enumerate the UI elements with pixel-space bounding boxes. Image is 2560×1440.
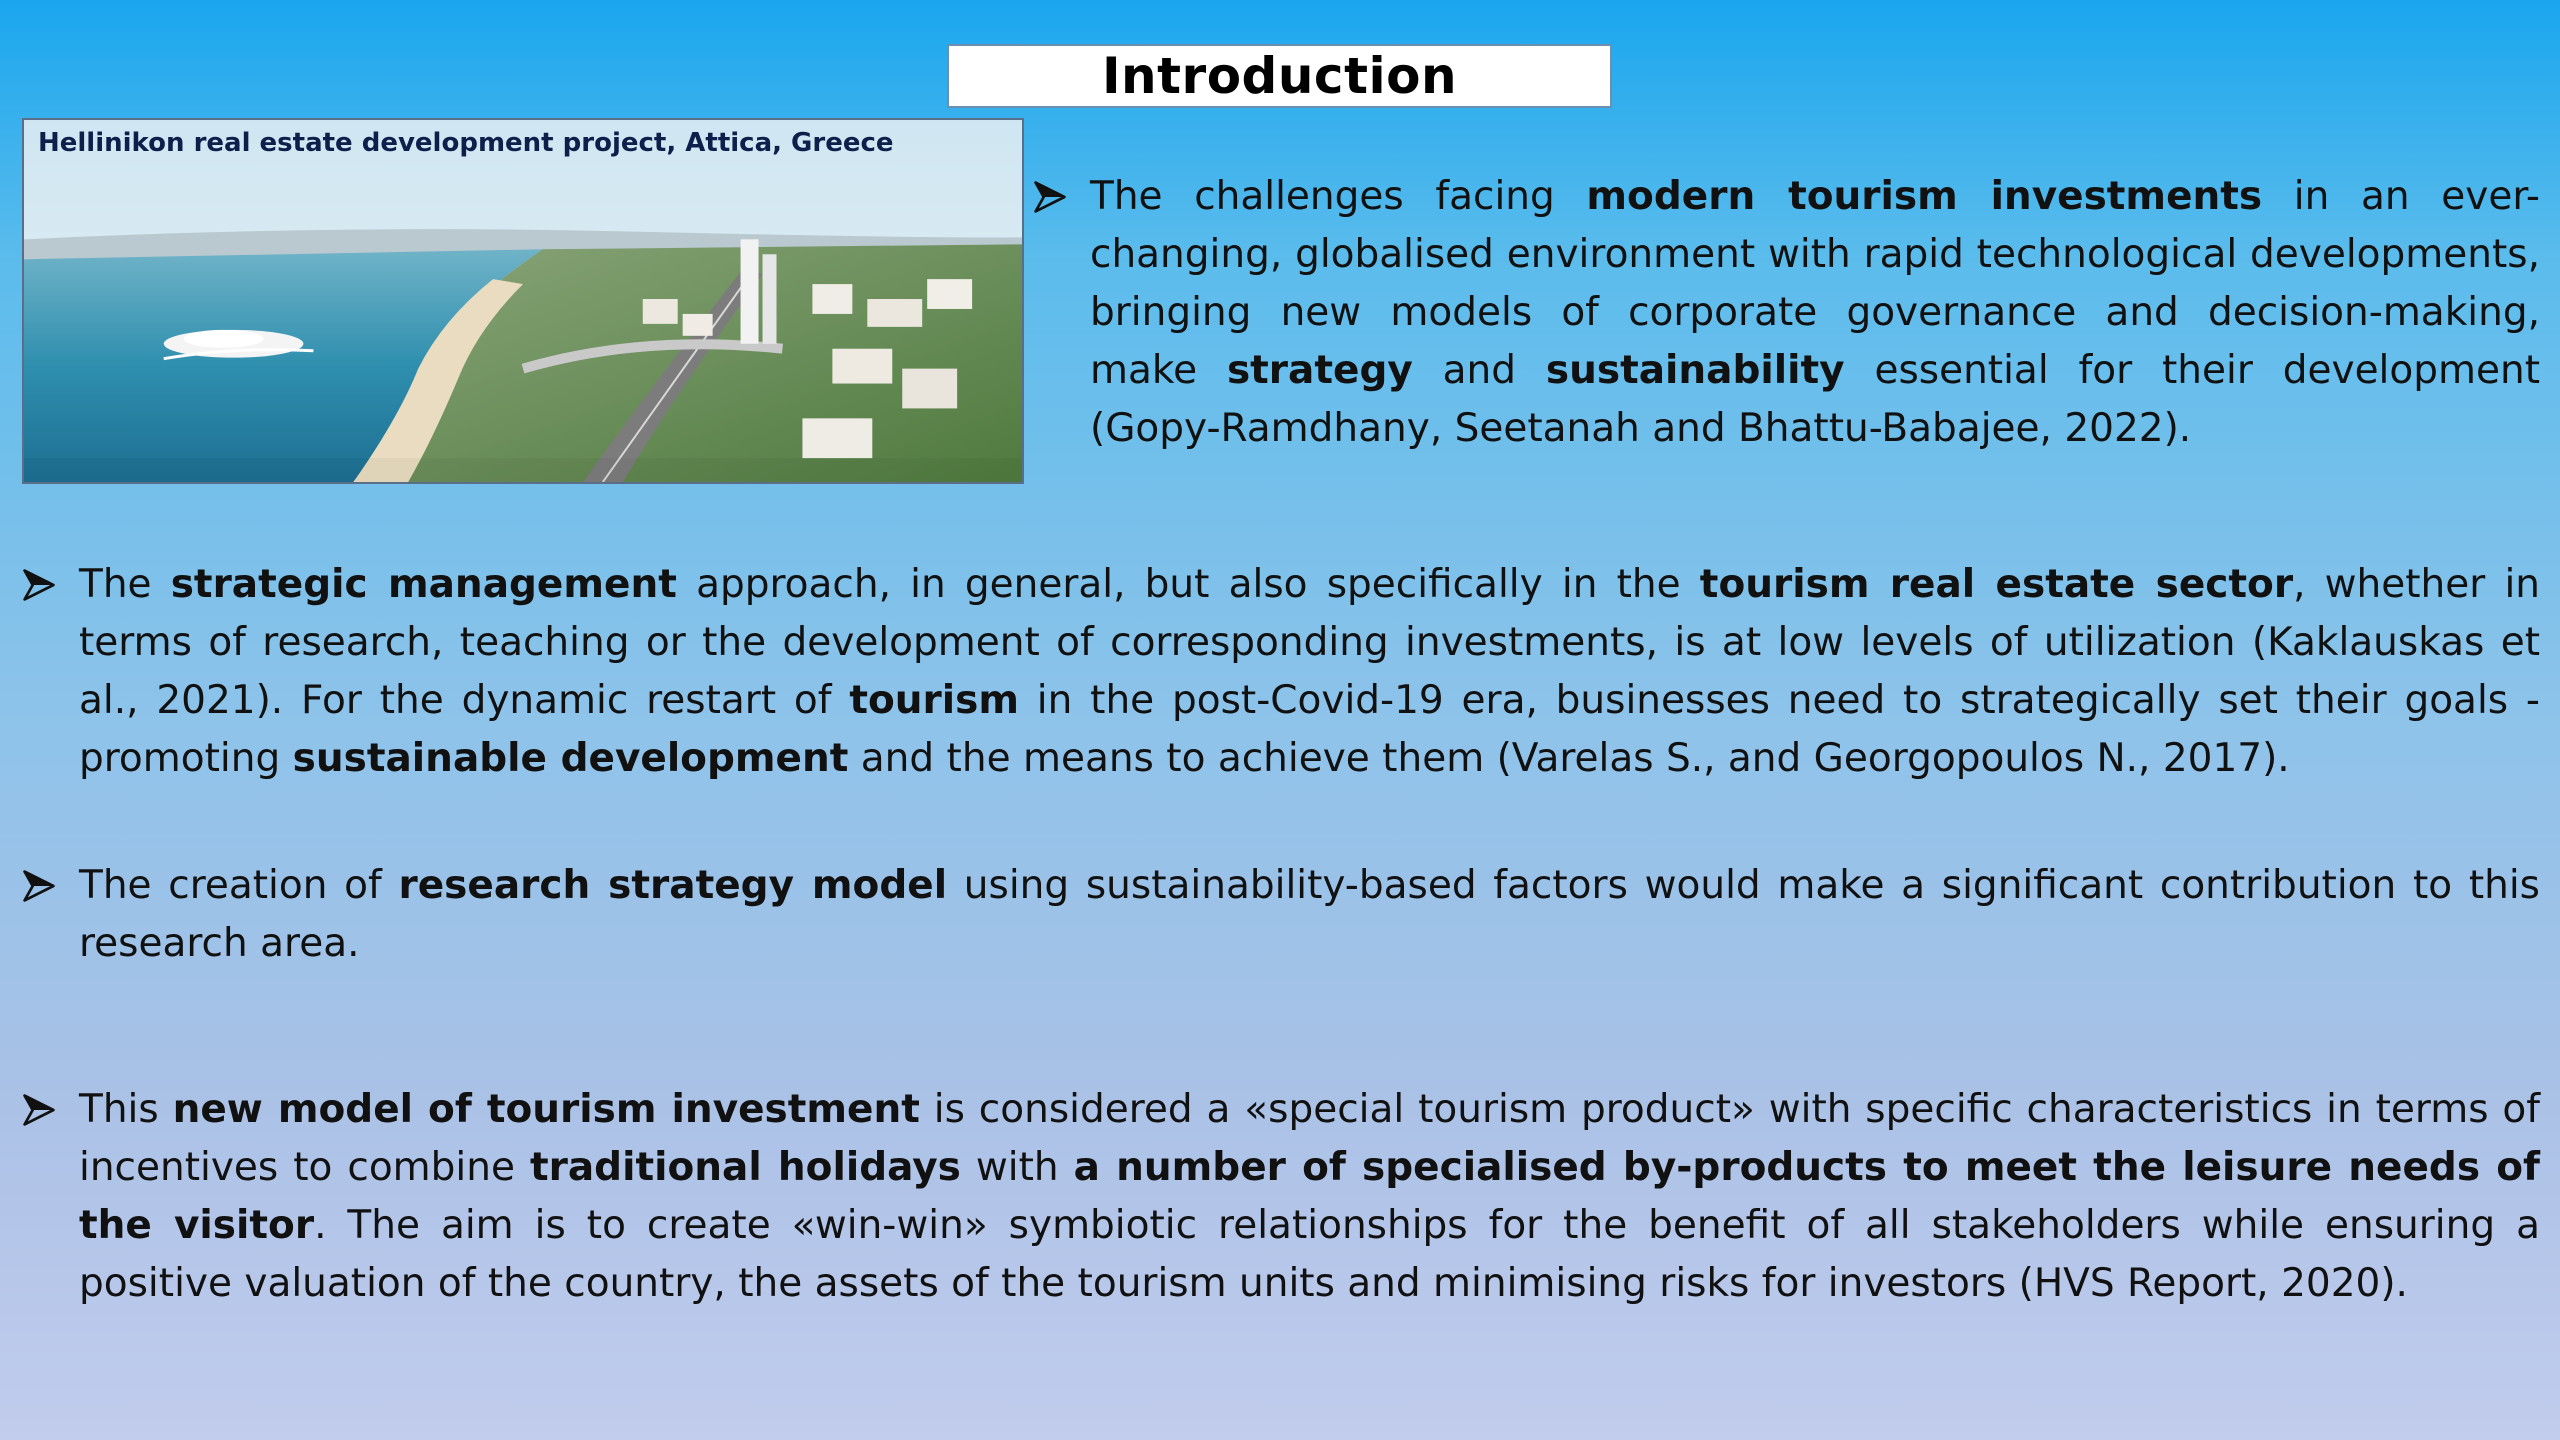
arrowhead-bullet-icon	[1032, 168, 1072, 226]
bullet-text	[79, 863, 2540, 966]
arrowhead-bullet-icon	[21, 857, 61, 915]
bold-text-segment: modern tourism investments	[1586, 174, 2263, 219]
bold-text-segment: tourism real estate sector	[1699, 562, 2294, 607]
text-segment: and the means to achieve them (Varelas S., and Georgopoulos N., 2017).	[848, 736, 2290, 781]
bold-text-segment: strategic management	[170, 562, 677, 607]
text-segment: , whether in terms of research, teaching or the development of corresponding investments, is at low levels of utilization (Kaklauskas et al., 2021). For the dynamic restart of	[79, 562, 2541, 723]
arrowhead-bullet-icon	[21, 1081, 61, 1139]
bullet-text	[1090, 174, 2540, 451]
bold-text-segment: research strategy model	[398, 863, 948, 908]
bold-text-segment: a number of specialised by-products to meet the leisure needs of the visitor	[79, 1145, 2540, 1248]
project-photo	[22, 118, 1024, 484]
text-segment: and	[1412, 348, 1546, 393]
photo-caption: Hellinikon real estate development project, Attica, Greece	[38, 128, 894, 158]
bold-text-segment: sustainability	[1545, 348, 1845, 393]
text-segment: essential for their development (Gopy-Ramdhany, Seetanah and Bhattu-Babajee, 2022).	[1090, 348, 2541, 451]
arrowhead-bullet-icon	[21, 556, 61, 614]
bullet-point-1	[1090, 168, 2540, 458]
text-segment: in the post-Covid-19 era, businesses need to strategically set their goals - promoting	[79, 678, 2540, 781]
bold-text-segment: strategy	[1226, 348, 1413, 393]
bold-text-segment: traditional holidays	[529, 1145, 961, 1190]
text-segment: using sustainability-based factors would make a significant contribution to this research area.	[79, 863, 2540, 966]
bullet-point-4	[79, 1081, 2540, 1313]
text-segment: approach, in general, but also specifically in the	[676, 562, 1700, 607]
bullet-text	[79, 1087, 2540, 1306]
bold-text-segment: sustainable development	[292, 736, 849, 781]
text-segment: The challenges facing	[1090, 174, 1587, 219]
text-segment: with	[960, 1145, 1074, 1190]
text-segment: The creation of	[79, 863, 399, 908]
text-segment: This	[79, 1087, 173, 1132]
text-segment: . The aim is to create «win-win» symbiotic relationships for the benefit of all stakeholders while ensuring a positive valuation of the country, the assets of the tourism units and minimising risks for investors (HVS Report, 2020).	[79, 1203, 2540, 1306]
text-segment: is considered a «special tourism product» with specific characteristics in terms of incentives to combine	[79, 1087, 2540, 1190]
bullet-point-2	[79, 556, 2540, 788]
text-segment: in an ever-changing, globalised environment with rapid technological developments, bringing new models of corporate governance and decision-making, make	[1090, 174, 2540, 393]
bullet-text	[79, 562, 2540, 781]
aerial-view-image	[24, 120, 1022, 482]
slide-title: Introduction	[947, 44, 1612, 108]
text-segment: The	[79, 562, 171, 607]
bold-text-segment: tourism	[849, 678, 1019, 723]
bold-text-segment: new model of tourism investment	[172, 1087, 920, 1132]
bullet-point-3	[79, 857, 2540, 973]
